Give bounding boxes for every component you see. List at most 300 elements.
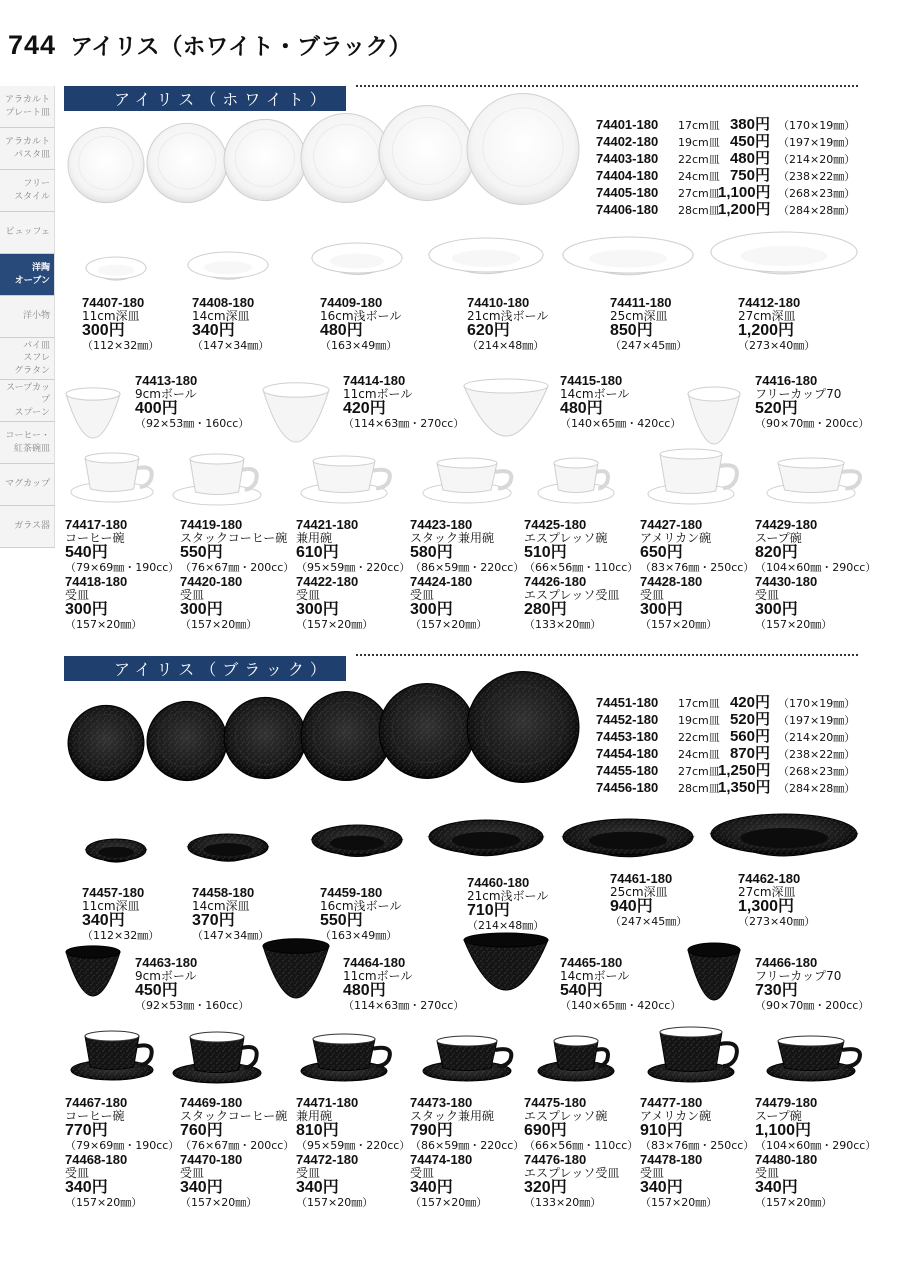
product-name: 28cm皿: [678, 204, 720, 217]
sidebar-item-6[interactable]: パイ皿 スフレ グラタン: [0, 338, 55, 380]
product-item: [524, 1153, 619, 1210]
product-dimensions: （112×32㎜）: [82, 929, 160, 942]
product-dimensions: （140×65㎜・420cc）: [560, 999, 682, 1012]
bowl-inner: [589, 250, 667, 268]
product-code: 74456-180: [596, 780, 659, 795]
product-dimensions: （197×19㎜）: [778, 714, 856, 727]
product-name: 9cmボール: [135, 386, 197, 401]
product-name: 受皿: [65, 1165, 90, 1180]
product-price: 510円: [524, 544, 567, 561]
sidebar-item-9[interactable]: マグカップ: [0, 464, 55, 506]
product-dimensions: （214×20㎜）: [778, 731, 856, 744]
product-item: [755, 575, 832, 632]
plate-speckle: [380, 685, 474, 777]
product-name: 25cm深皿: [610, 884, 668, 899]
product-dimensions: （163×49㎜）: [320, 339, 398, 352]
product-code: 74420-180: [180, 574, 243, 589]
product-price: 370円: [192, 912, 235, 929]
product-code: 74419-180: [180, 517, 243, 532]
product-item: [755, 1096, 876, 1153]
product-dimensions: （76×67㎜・200cc）: [180, 1139, 295, 1152]
product-name: アメリカン碗: [640, 530, 712, 545]
cup-rim: [85, 1031, 139, 1041]
product-price: 650円: [640, 544, 683, 561]
product-price: 710円: [467, 902, 510, 919]
product-item: [755, 956, 869, 1013]
product-price: 340円: [755, 1179, 798, 1196]
product-code: 74460-180: [467, 875, 530, 890]
product-item: [180, 575, 257, 632]
product-code: 74429-180: [755, 517, 818, 532]
product-code: 74430-180: [755, 574, 818, 589]
product-dimensions: （214×48㎜）: [467, 919, 545, 932]
product-name: 受皿: [640, 1165, 665, 1180]
product-dimensions: （83×76㎜・250cc）: [640, 1139, 755, 1152]
product-dimensions: （92×53㎜・160cc）: [135, 417, 250, 430]
page-title: アイリス（ホワイト・ブラック）: [70, 34, 412, 60]
product-price: 1,350円: [718, 779, 771, 796]
product-code: 74421-180: [296, 517, 359, 532]
product-price: 770円: [65, 1122, 108, 1139]
product-dimensions: （92×53㎜・160cc）: [135, 999, 250, 1012]
product-item: [65, 1096, 179, 1153]
product-code: 74453-180: [596, 729, 659, 744]
product-price: 400円: [135, 400, 178, 417]
plate-speckle: [148, 703, 226, 779]
product-dimensions: （157×20㎜）: [180, 1196, 258, 1209]
product-name: フリーカップ70: [755, 386, 842, 401]
product-dimensions: （273×40㎜）: [738, 915, 816, 928]
price-row: [596, 185, 855, 202]
product-name: 16cm浅ボール: [320, 898, 402, 913]
product-code: 74465-180: [560, 955, 623, 970]
bowl-inner: [98, 265, 134, 276]
product-code: 74415-180: [560, 373, 623, 388]
product-name: 17cm皿: [678, 697, 720, 710]
product-price: 300円: [755, 601, 798, 618]
bowl-inner: [452, 250, 520, 267]
product-price: 420円: [729, 694, 770, 711]
product-price: 300円: [410, 601, 453, 618]
product-name: 11cmボール: [343, 386, 413, 401]
product-dimensions: （247×45㎜）: [610, 915, 688, 928]
product-item: [755, 374, 869, 431]
product-name: 24cm皿: [678, 748, 720, 761]
product-code: 74469-180: [180, 1095, 243, 1110]
product-name: 27cm皿: [678, 765, 720, 778]
price-row: [596, 729, 855, 746]
product-item: [640, 518, 754, 575]
price-row: [596, 746, 855, 763]
product-dimensions: （79×69㎜・190cc）: [65, 1139, 180, 1152]
product-code: 74480-180: [755, 1152, 818, 1167]
cone-rim: [464, 379, 548, 393]
product-name: スープ碗: [755, 530, 802, 545]
product-dimensions: （268×23㎜）: [778, 187, 856, 200]
product-price: 520円: [729, 711, 770, 728]
product-price: 300円: [65, 601, 108, 618]
product-dimensions: （147×34㎜）: [192, 929, 270, 942]
section-banner-white: アイリス（ホワイト）: [64, 86, 346, 111]
product-name: 受皿: [180, 1165, 205, 1180]
product-price: 610円: [296, 544, 339, 561]
product-dimensions: （86×59㎜・220cc）: [410, 1139, 525, 1152]
product-item: [640, 1153, 717, 1210]
price-row: [596, 780, 855, 797]
product-dimensions: （114×63㎜・270cc）: [343, 999, 465, 1012]
price-row: [596, 763, 855, 780]
product-price: 810円: [296, 1122, 339, 1139]
product-code: 74422-180: [296, 574, 359, 589]
product-price: 1,200円: [738, 322, 795, 339]
cup-rim: [437, 458, 497, 468]
cup-rim: [313, 1034, 375, 1044]
product-price: 340円: [410, 1179, 453, 1196]
product-dimensions: （157×20㎜）: [755, 1196, 833, 1209]
product-item: [343, 374, 464, 431]
bowl-inner: [204, 843, 252, 856]
product-dimensions: （66×56㎜・110cc）: [524, 1139, 639, 1152]
cup-speckle: [660, 1032, 722, 1072]
cup-rim: [660, 449, 722, 459]
cup-rim: [190, 1032, 244, 1042]
sidebar-item-3[interactable]: ビュッフェ: [0, 212, 55, 254]
product-price: 730円: [755, 982, 798, 999]
sidebar-item-10[interactable]: ガラス器: [0, 506, 55, 548]
product-name: 受皿: [180, 587, 205, 602]
product-price: 790円: [410, 1122, 453, 1139]
product-dimensions: （238×22㎜）: [778, 170, 856, 183]
sidebar-item-4[interactable]: 洋陶 オーブン: [0, 254, 55, 296]
product-dimensions: （170×19㎜）: [778, 697, 856, 710]
product-item: [343, 956, 464, 1013]
cup-handle: [137, 1045, 152, 1065]
plate-price-list: [596, 695, 855, 797]
product-dimensions: （157×20㎜）: [65, 1196, 143, 1209]
product-code: 74414-180: [343, 373, 406, 388]
product-dimensions: （157×20㎜）: [180, 618, 258, 631]
product-code: 74401-180: [596, 117, 659, 132]
product-name: 受皿: [755, 587, 780, 602]
price-row: [596, 168, 855, 185]
product-code: 74471-180: [296, 1095, 359, 1110]
product-name: 14cm深皿: [192, 308, 250, 323]
product-item: [320, 886, 401, 943]
sidebar-item-1[interactable]: アラカルト パスタ皿: [0, 128, 55, 170]
product-dimensions: （197×19㎜）: [778, 136, 856, 149]
product-price: 540円: [65, 544, 108, 561]
product-price: 380円: [729, 116, 770, 133]
product-code: 74458-180: [192, 885, 255, 900]
product-price: 300円: [640, 601, 683, 618]
product-name: 兼用碗: [296, 530, 333, 545]
product-dimensions: （238×22㎜）: [778, 748, 856, 761]
plate-image: [224, 119, 306, 200]
product-code: 74424-180: [410, 574, 473, 589]
product-item: [410, 575, 487, 632]
product-name: 21cm浅ボール: [467, 308, 549, 323]
product-dimensions: （133×20㎜）: [524, 618, 602, 631]
product-name: 27cm深皿: [738, 308, 796, 323]
product-name: 28cm皿: [678, 782, 720, 795]
product-code: 74455-180: [596, 763, 659, 778]
product-item: [560, 956, 681, 1013]
product-code: 74403-180: [596, 151, 659, 166]
product-dimensions: （214×20㎜）: [778, 153, 856, 166]
price-row: [596, 202, 855, 219]
cup-handle: [373, 470, 390, 488]
price-row: [596, 695, 855, 712]
cup-rim: [554, 1036, 598, 1046]
product-name: 22cm皿: [678, 153, 720, 166]
cup-rim: [313, 456, 375, 466]
product-code: 74428-180: [640, 574, 703, 589]
product-name: 9cmボール: [135, 968, 197, 983]
price-row: [596, 151, 855, 168]
product-name: エスプレッソ受皿: [524, 1165, 620, 1180]
product-code: 74464-180: [343, 955, 406, 970]
cone-bowl-body: [263, 390, 329, 442]
product-item: [65, 1153, 142, 1210]
product-code: 74457-180: [82, 885, 145, 900]
product-code: 74410-180: [467, 295, 530, 310]
product-item: [610, 872, 687, 929]
product-code: 74472-180: [296, 1152, 359, 1167]
product-dimensions: （157×20㎜）: [296, 618, 374, 631]
product-price: 560円: [729, 728, 770, 745]
plate-image: [68, 127, 144, 202]
cup-body: [660, 454, 722, 494]
product-price: 480円: [343, 982, 386, 999]
product-item: [135, 374, 249, 431]
product-item: [755, 1153, 832, 1210]
product-code: 74466-180: [755, 955, 818, 970]
bowl-inner: [98, 847, 134, 858]
product-name: スタック兼用碗: [410, 1108, 495, 1123]
product-item: [192, 296, 269, 353]
price-row: [596, 134, 855, 151]
product-name: 27cm深皿: [738, 884, 796, 899]
product-price: 280円: [524, 601, 567, 618]
product-dimensions: （83×76㎜・250cc）: [640, 561, 755, 574]
product-code: 74402-180: [596, 134, 659, 149]
product-item: [135, 956, 249, 1013]
product-name: 受皿: [410, 1165, 435, 1180]
cup-rim: [778, 458, 844, 468]
product-code: 74475-180: [524, 1095, 587, 1110]
product-name: 受皿: [296, 587, 321, 602]
product-dimensions: （157×20㎜）: [296, 1196, 374, 1209]
product-item: [524, 518, 638, 575]
product-price: 450円: [135, 982, 178, 999]
product-price: 340円: [82, 912, 125, 929]
cup-rim: [437, 1036, 497, 1046]
product-dimensions: （157×20㎜）: [65, 618, 143, 631]
product-name: スープ碗: [755, 1108, 802, 1123]
product-name: コーヒー碗: [65, 530, 125, 545]
plate-image: [147, 123, 227, 202]
product-item: [467, 876, 548, 933]
product-name: コーヒー碗: [65, 1108, 125, 1123]
product-price: 300円: [82, 322, 125, 339]
product-code: 74451-180: [596, 695, 659, 710]
product-name: スタックコーヒー碗: [180, 530, 288, 545]
product-item: [410, 1096, 524, 1153]
product-item: [82, 296, 159, 353]
product-name: 受皿: [640, 587, 665, 602]
product-dimensions: （284×28㎜）: [778, 204, 856, 217]
product-name: 21cm浅ボール: [467, 888, 549, 903]
product-item: [296, 518, 410, 575]
product-price: 480円: [560, 400, 603, 417]
sidebar-item-7[interactable]: スープカップ スプーン: [0, 380, 55, 422]
cup-handle: [137, 467, 152, 487]
product-price: 750円: [729, 167, 770, 184]
product-item: [610, 296, 687, 353]
product-price: 520円: [755, 400, 798, 417]
cone-rim: [464, 933, 548, 947]
product-name: エスプレッソ碗: [524, 530, 608, 545]
cup-rim: [660, 1027, 722, 1037]
product-price: 550円: [320, 912, 363, 929]
cup-rim: [554, 458, 598, 468]
product-name: 受皿: [65, 587, 90, 602]
cone-rim: [66, 388, 120, 400]
sidebar-item-0[interactable]: アラカルト プレート皿: [0, 86, 55, 128]
product-code: 74417-180: [65, 517, 128, 532]
product-code: 74425-180: [524, 517, 587, 532]
cone-speckle: [263, 946, 329, 998]
product-code: 74476-180: [524, 1152, 587, 1167]
product-item: [738, 296, 815, 353]
product-code: 74459-180: [320, 885, 383, 900]
product-name: スタックコーヒー碗: [180, 1108, 288, 1123]
product-dimensions: （104×60㎜・290cc）: [755, 1139, 877, 1152]
product-code: 74426-180: [524, 574, 587, 589]
product-dimensions: （268×23㎜）: [778, 765, 856, 778]
product-dimensions: （90×70㎜・200cc）: [755, 999, 870, 1012]
plate-price-list: [596, 117, 855, 219]
sidebar-item-2[interactable]: フリー スタイル: [0, 170, 55, 212]
product-dimensions: （147×34㎜）: [192, 339, 270, 352]
product-dimensions: （157×20㎜）: [410, 618, 488, 631]
product-item: [180, 518, 294, 575]
product-code: 74409-180: [320, 295, 383, 310]
plate-image: [379, 105, 475, 200]
product-code: 74412-180: [738, 295, 801, 310]
product-price: 450円: [729, 133, 770, 150]
product-name: 17cm皿: [678, 119, 720, 132]
plate-speckle: [225, 699, 305, 777]
plate-speckle: [69, 707, 143, 779]
section-banner-black: アイリス（ブラック）: [64, 656, 346, 681]
bowl-inner: [740, 246, 828, 266]
product-price: 910円: [640, 1122, 683, 1139]
product-dimensions: （112×32㎜）: [82, 339, 160, 352]
bowl-inner: [740, 828, 828, 848]
product-name: 16cm浅ボール: [320, 308, 402, 323]
price-row: [596, 117, 855, 134]
product-item: [320, 296, 401, 353]
product-code: 74407-180: [82, 295, 145, 310]
product-name: 27cm皿: [678, 187, 720, 200]
cone-rim: [688, 943, 740, 957]
product-name: 受皿: [410, 587, 435, 602]
product-dimensions: （157×20㎜）: [640, 1196, 718, 1209]
product-price: 420円: [343, 400, 386, 417]
product-item: [65, 575, 142, 632]
product-price: 760円: [180, 1122, 223, 1139]
product-code: 74405-180: [596, 185, 659, 200]
product-code: 74473-180: [410, 1095, 473, 1110]
product-item: [65, 518, 179, 575]
cup-handle: [720, 1043, 737, 1066]
product-name: 14cmボール: [560, 968, 630, 983]
product-item: [180, 1096, 294, 1153]
product-dimensions: （214×48㎜）: [467, 339, 545, 352]
product-code: 74467-180: [65, 1095, 128, 1110]
product-price: 580円: [410, 544, 453, 561]
product-dimensions: （273×40㎜）: [738, 339, 816, 352]
product-item: [560, 374, 681, 431]
product-price: 1,200円: [718, 201, 771, 218]
product-dimensions: （157×20㎜）: [755, 618, 833, 631]
product-item: [640, 1096, 754, 1153]
product-item: [180, 1153, 257, 1210]
product-name: 25cm深皿: [610, 308, 668, 323]
product-dimensions: （114×63㎜・270cc）: [343, 417, 465, 430]
product-dimensions: （79×69㎜・190cc）: [65, 561, 180, 574]
cup-handle: [842, 1049, 860, 1066]
plate-image: [301, 113, 391, 202]
product-price: 300円: [180, 601, 223, 618]
price-row: [596, 712, 855, 729]
product-dimensions: （284×28㎜）: [778, 782, 856, 795]
product-price: 540円: [560, 982, 603, 999]
product-price: 870円: [729, 745, 770, 762]
product-name: 19cm皿: [678, 136, 720, 149]
product-name: 24cm皿: [678, 170, 720, 183]
sidebar-item-5[interactable]: 洋小物: [0, 296, 55, 338]
product-price: 820円: [755, 544, 798, 561]
product-price: 300円: [296, 601, 339, 618]
product-name: 受皿: [296, 1165, 321, 1180]
product-code: 74452-180: [596, 712, 659, 727]
product-code: 74427-180: [640, 517, 703, 532]
product-item: [640, 575, 717, 632]
product-dimensions: （247×45㎜）: [610, 339, 688, 352]
bowl-inner: [204, 261, 252, 274]
product-item: [410, 1153, 487, 1210]
product-code: 74474-180: [410, 1152, 473, 1167]
sidebar-item-8[interactable]: コーヒー・ 紅茶碗皿: [0, 422, 55, 464]
product-dimensions: （76×67㎜・200cc）: [180, 561, 295, 574]
product-name: 11cm深皿: [82, 308, 140, 323]
product-code: 74406-180: [596, 202, 659, 217]
product-code: 74411-180: [610, 295, 672, 310]
product-name: 14cmボール: [560, 386, 630, 401]
product-price: 620円: [467, 322, 510, 339]
product-item: [296, 1153, 373, 1210]
product-price: 1,100円: [755, 1122, 812, 1139]
product-dimensions: （157×20㎜）: [640, 618, 718, 631]
product-price: 320円: [524, 1179, 567, 1196]
product-name: スタック兼用碗: [410, 530, 495, 545]
product-item: [296, 575, 373, 632]
product-name: 22cm皿: [678, 731, 720, 744]
bowl-inner: [330, 254, 384, 269]
product-code: 74470-180: [180, 1152, 243, 1167]
